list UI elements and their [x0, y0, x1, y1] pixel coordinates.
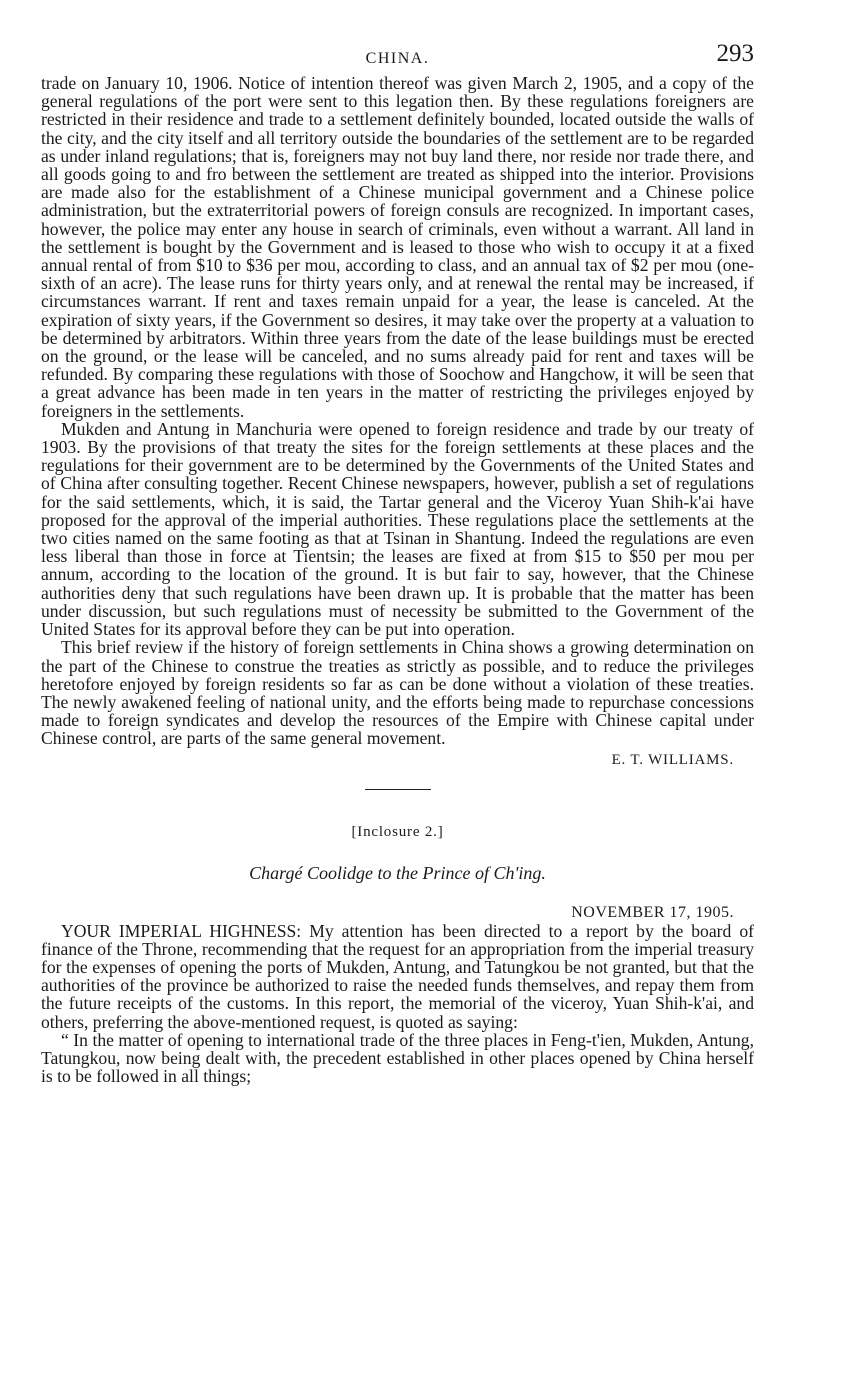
body-paragraph-1: trade on January 10, 1906. Notice of intention thereof was given March 2, 1905, and a copy of the general regulations of the port were sent to this legation then. By these regulations foreigners are restricted in their residence and trade to a settlement definitely bounded, located outside the walls of the city, and the city itself and all territory outside the boundaries of the settlement are to be regarded as under inland regulations; that is, foreigners may not buy land there, nor reside nor trade there, and all goods going to and fro between the settlement are treated as shipped into the interior. Provisions are made also for the establishment of a Chinese municipal government and a Chinese police administration, but the extraterritorial powers of foreign consuls are recognized. In important cases, however, the police may enter any house in search of criminals, even without a warrant. All land in the settlement is bought by the Government and is leased to those who wish to occupy it at a fixed annual rental of from $10 to $36 per mou, according to class, and an annual tax of $2 per mou (one-sixth of an acre). The lease runs for thirty years only, and at renewal the rental may be increased, if circumstances warrant. If rent and taxes remain unpaid for a year, the lease is canceled. At the expiration of sixty years, if the Government so desires, it may take over the property at a valuation to be determined by arbitrators. Within three years from the date of the lease buildings must be erected on the ground, or the lease will be canceled, and no sums already paid for rent and taxes will be refunded. By comparing these regulations with those of Soochow and Hangchow, it will be seen that a great advance has been made in ten years in the matter of restricting the privileges enjoyed by foreigners in the settlements. — [41, 73, 754, 421]
salutation: YOUR IMPERIAL HIGHNESS: — [61, 920, 302, 941]
letter-paragraph-1 — [41, 922, 754, 1031]
running-head — [41, 40, 754, 74]
running-title: CHINA. — [365, 50, 430, 67]
letter-date: NOVEMBER 17, 1905. — [571, 903, 734, 921]
signature: E. T. WILLIAMS. — [611, 751, 734, 768]
inclosure-label: [Inclosure 2.] — [351, 823, 444, 840]
body-paragraph-2: Mukden and Antung in Manchuria were opened to foreign residence and trade by our treaty of 1903. By the provisions of that treaty the sites for the foreign settlements at these places and the regulations for their government are to be determined by the Governments of the United States and of China after consulting together. Recent Chinese newspapers, however, publish a set of regulations for the said settlements, which, it is said, the Tartar general and the Viceroy Yuan Shih-k'ai have proposed for the approval of the imperial authorities. These regulations place the settlements at the two cities named on the same footing as that at Tsinan in Shantung. Indeed the regulations are even less liberal than those in force at Tientsin; the leases are fixed at from $15 to $50 per mou per annum, according to the location of the ground. It is but fair to say, however, that the Chinese authorities deny that such regulations have been drawn up. It is probable that the matter has been under discussion, but such regulations must of necessity be submitted to the Government of the United States for its approval before they can be put into operation. — [41, 418, 754, 640]
section-divider — [365, 789, 431, 790]
letter-heading: Chargé Coolidge to the Prince of Ch'ing. — [249, 862, 546, 883]
page-number: 293 — [716, 40, 754, 67]
body-paragraph-3: This brief review if the history of foreign settlements in China shows a growing determination on the part of the Chinese to construe the treaties as strictly as possible, and to reduce the privileges heretofore enjoyed by foreign residents so far as can be done without a violation of these treaties. The newly awakened feeling of national unity, and the efforts being made to repurchase concessions made to foreign syndicates and develop the resources of the Empire with Chinese capital under Chinese control, are parts of the same general movement. — [41, 637, 754, 749]
page — [41, 40, 754, 1085]
letter-paragraph-1-text: My attention has been directed to a report by the board of finance of the Throne, recommending that the request for an appropriation from the imperial treasury for the expenses of opening the ports of Mukden, Antung, and Tatungkou be not granted, but that the authorities of the province be authorized to raise the needed funds themselves, and repay them from the future receipts of the customs. In this report, the memorial of the viceroy, Yuan Shih-k'ai, and others, preferring the above-mentioned request, is quoted as saying: — [41, 920, 754, 1032]
letter-paragraph-2: “ In the matter of opening to international trade of the three places in Feng-t'ien, Mukden, Antung, Tatungkou, now being dealt with, the precedent established in other places opened by China herself is to be followed in all things; — [41, 1029, 754, 1087]
